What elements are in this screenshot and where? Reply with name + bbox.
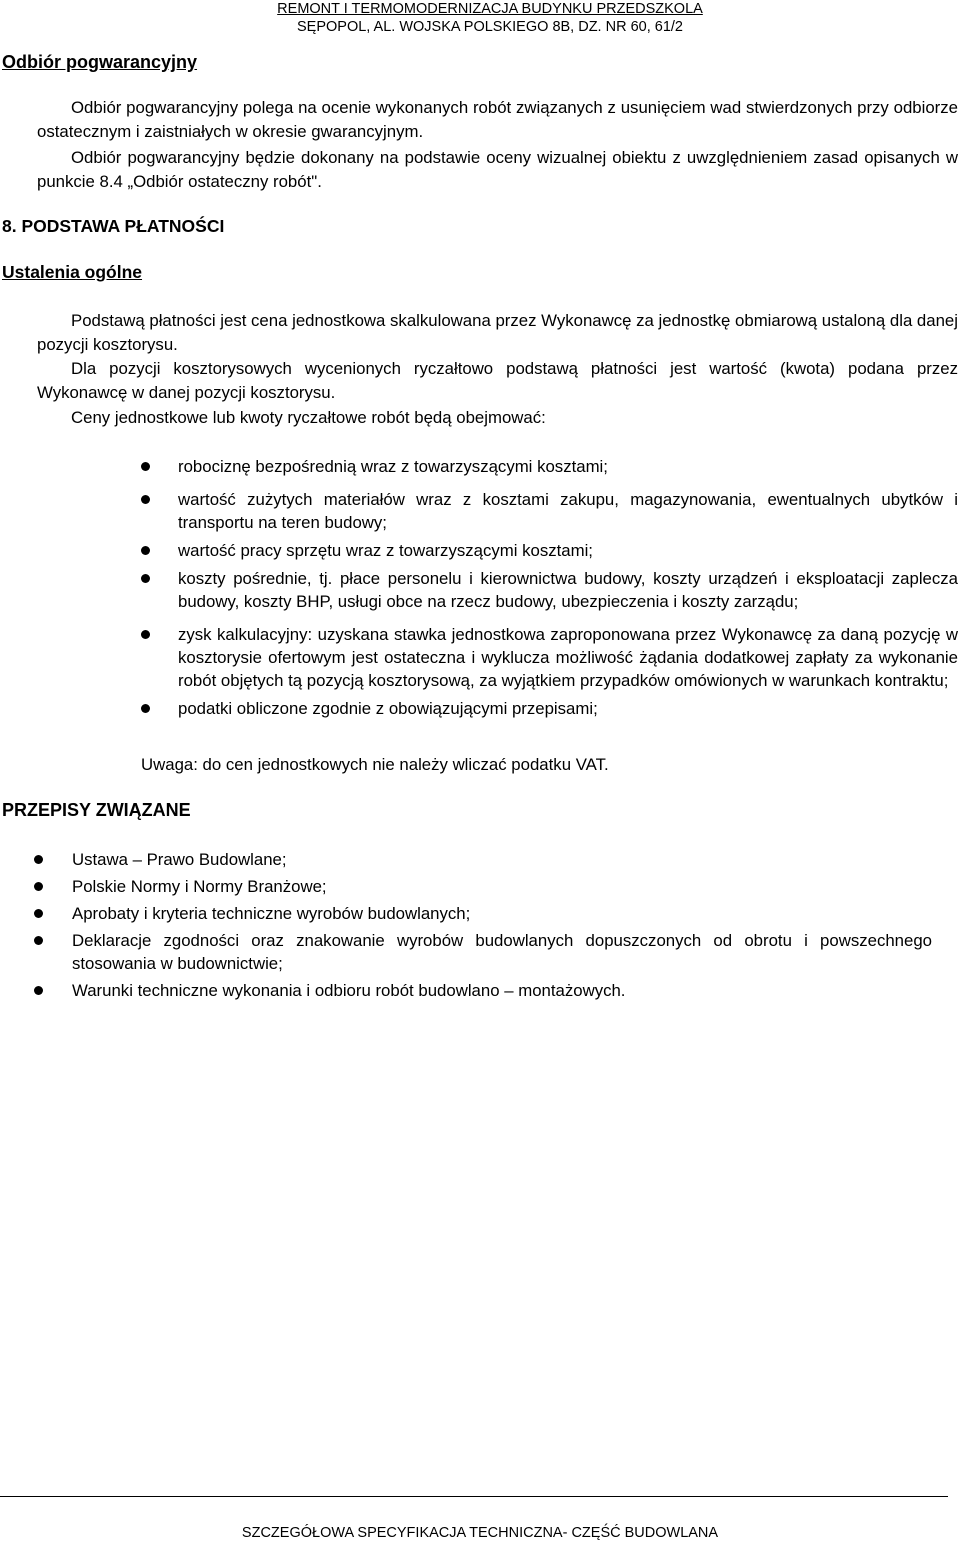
bullet-icon bbox=[141, 495, 150, 504]
bullet-icon bbox=[141, 546, 150, 555]
bullet-icon bbox=[34, 936, 43, 945]
list-item: Warunki techniczne wykonania i odbioru robót budowlano – montażowych. bbox=[72, 979, 932, 1002]
odbior-paragraph-2: Odbiór pogwarancyjny będzie dokonany na podstawie oceny wizualnej obiektu z uwzględnieniem zasad opisanych w punkcie 8.4 „Odbiór ostateczny robót". bbox=[37, 148, 958, 191]
list-item: Ustawa – Prawo Budowlane; bbox=[72, 848, 932, 871]
header-line-1: REMONT I TERMOMODERNIZACJA BUDYNKU PRZEDSZKOLA bbox=[277, 1, 703, 17]
payment-paragraph-2: Dla pozycji kosztorysowych wycenionych ryczałtowo podstawą płatności jest wartość (kwota) podana przez Wykonawcę w danej pozycji kosztorysu. bbox=[37, 359, 958, 402]
odbior-paragraph-1: Odbiór pogwarancyjny polega na ocenie wykonanych robót związanych z usunięciem wad stwierdzonych przy odbiorze ostatecznym i zaistniałych w okresie gwarancyjnym. bbox=[37, 98, 958, 141]
list-item: wartość pracy sprzętu wraz z towarzyszącymi kosztami; bbox=[178, 539, 958, 562]
bullet-icon bbox=[34, 909, 43, 918]
vat-note: Uwaga: do cen jednostkowych nie należy wliczać podatku VAT. bbox=[141, 755, 609, 774]
list-item: Deklaracje zgodności oraz znakowanie wyrobów budowlanych dopuszczonych od obrotu i powszechnego stosowania w budownictwie; bbox=[72, 929, 932, 975]
list-item: podatki obliczone zgodnie z obowiązującymi przepisami; bbox=[178, 697, 958, 720]
cost-components-list bbox=[178, 455, 958, 720]
list-item: zysk kalkulacyjny: uzyskana stawka jednostkowa zaproponowana przez Wykonawcę za daną pozycję w kosztorysie ofertowym jest ostateczna i wyklucza możliwość żądania dodatkowej zapłaty za wykonanie robót objętych tą pozycją kosztorysową, za wyjątkiem przypadków omówionych w warunkach kontraktu; bbox=[178, 623, 958, 692]
general-provisions-heading: Ustalenia ogólne bbox=[2, 262, 143, 282]
regulations-list bbox=[72, 848, 932, 1002]
page-footer: SZCZEGÓŁOWA SPECYFIKACJA TECHNICZNA- CZĘŚĆ BUDOWLANA bbox=[241, 1525, 719, 1541]
section-8-heading: 8. PODSTAWA PŁATNOŚCI bbox=[2, 216, 225, 236]
bullet-icon bbox=[141, 462, 150, 471]
bullet-icon bbox=[34, 855, 43, 864]
bullet-icon bbox=[34, 986, 43, 995]
list-item: Polskie Normy i Normy Branżowe; bbox=[72, 875, 932, 898]
odbior-heading: Odbiór pogwarancyjny bbox=[2, 52, 198, 72]
list-item: wartość zużytych materiałów wraz z kosztami zakupu, magazynowania, ewentualnych ubytków i transportu na teren budowy; bbox=[178, 488, 958, 534]
list-item: Aprobaty i kryteria techniczne wyrobów budowlanych; bbox=[72, 902, 932, 925]
bullet-icon bbox=[141, 574, 150, 583]
bullet-icon bbox=[141, 704, 150, 713]
footer-divider bbox=[0, 1496, 948, 1497]
page-header bbox=[200, 0, 780, 36]
payment-paragraph-1: Podstawą płatności jest cena jednostkowa skalkulowana przez Wykonawcę za jednostkę obmiarową ustaloną dla danej pozycji kosztorysu. bbox=[37, 311, 958, 354]
bullet-icon bbox=[141, 630, 150, 639]
bullet-icon bbox=[34, 882, 43, 891]
list-item: koszty pośrednie, tj. płace personelu i kierownictwa budowy, koszty urządzeń i eksploatacji zaplecza budowy, koszty BHP, usługi obce na rzecz budowy, ubezpieczenia i koszty zarządu; bbox=[178, 567, 958, 613]
regulations-heading: PRZEPISY ZWIĄZANE bbox=[2, 800, 191, 820]
payment-paragraph-3: Ceny jednostkowe lub kwoty ryczałtowe robót będą obejmować: bbox=[71, 408, 546, 427]
header-line-2: SĘPOPOL, AL. WOJSKA POLSKIEGO 8B, DZ. NR 60, 61/2 bbox=[296, 19, 683, 35]
list-item: robociznę bezpośrednią wraz z towarzyszącymi kosztami; bbox=[178, 455, 958, 478]
